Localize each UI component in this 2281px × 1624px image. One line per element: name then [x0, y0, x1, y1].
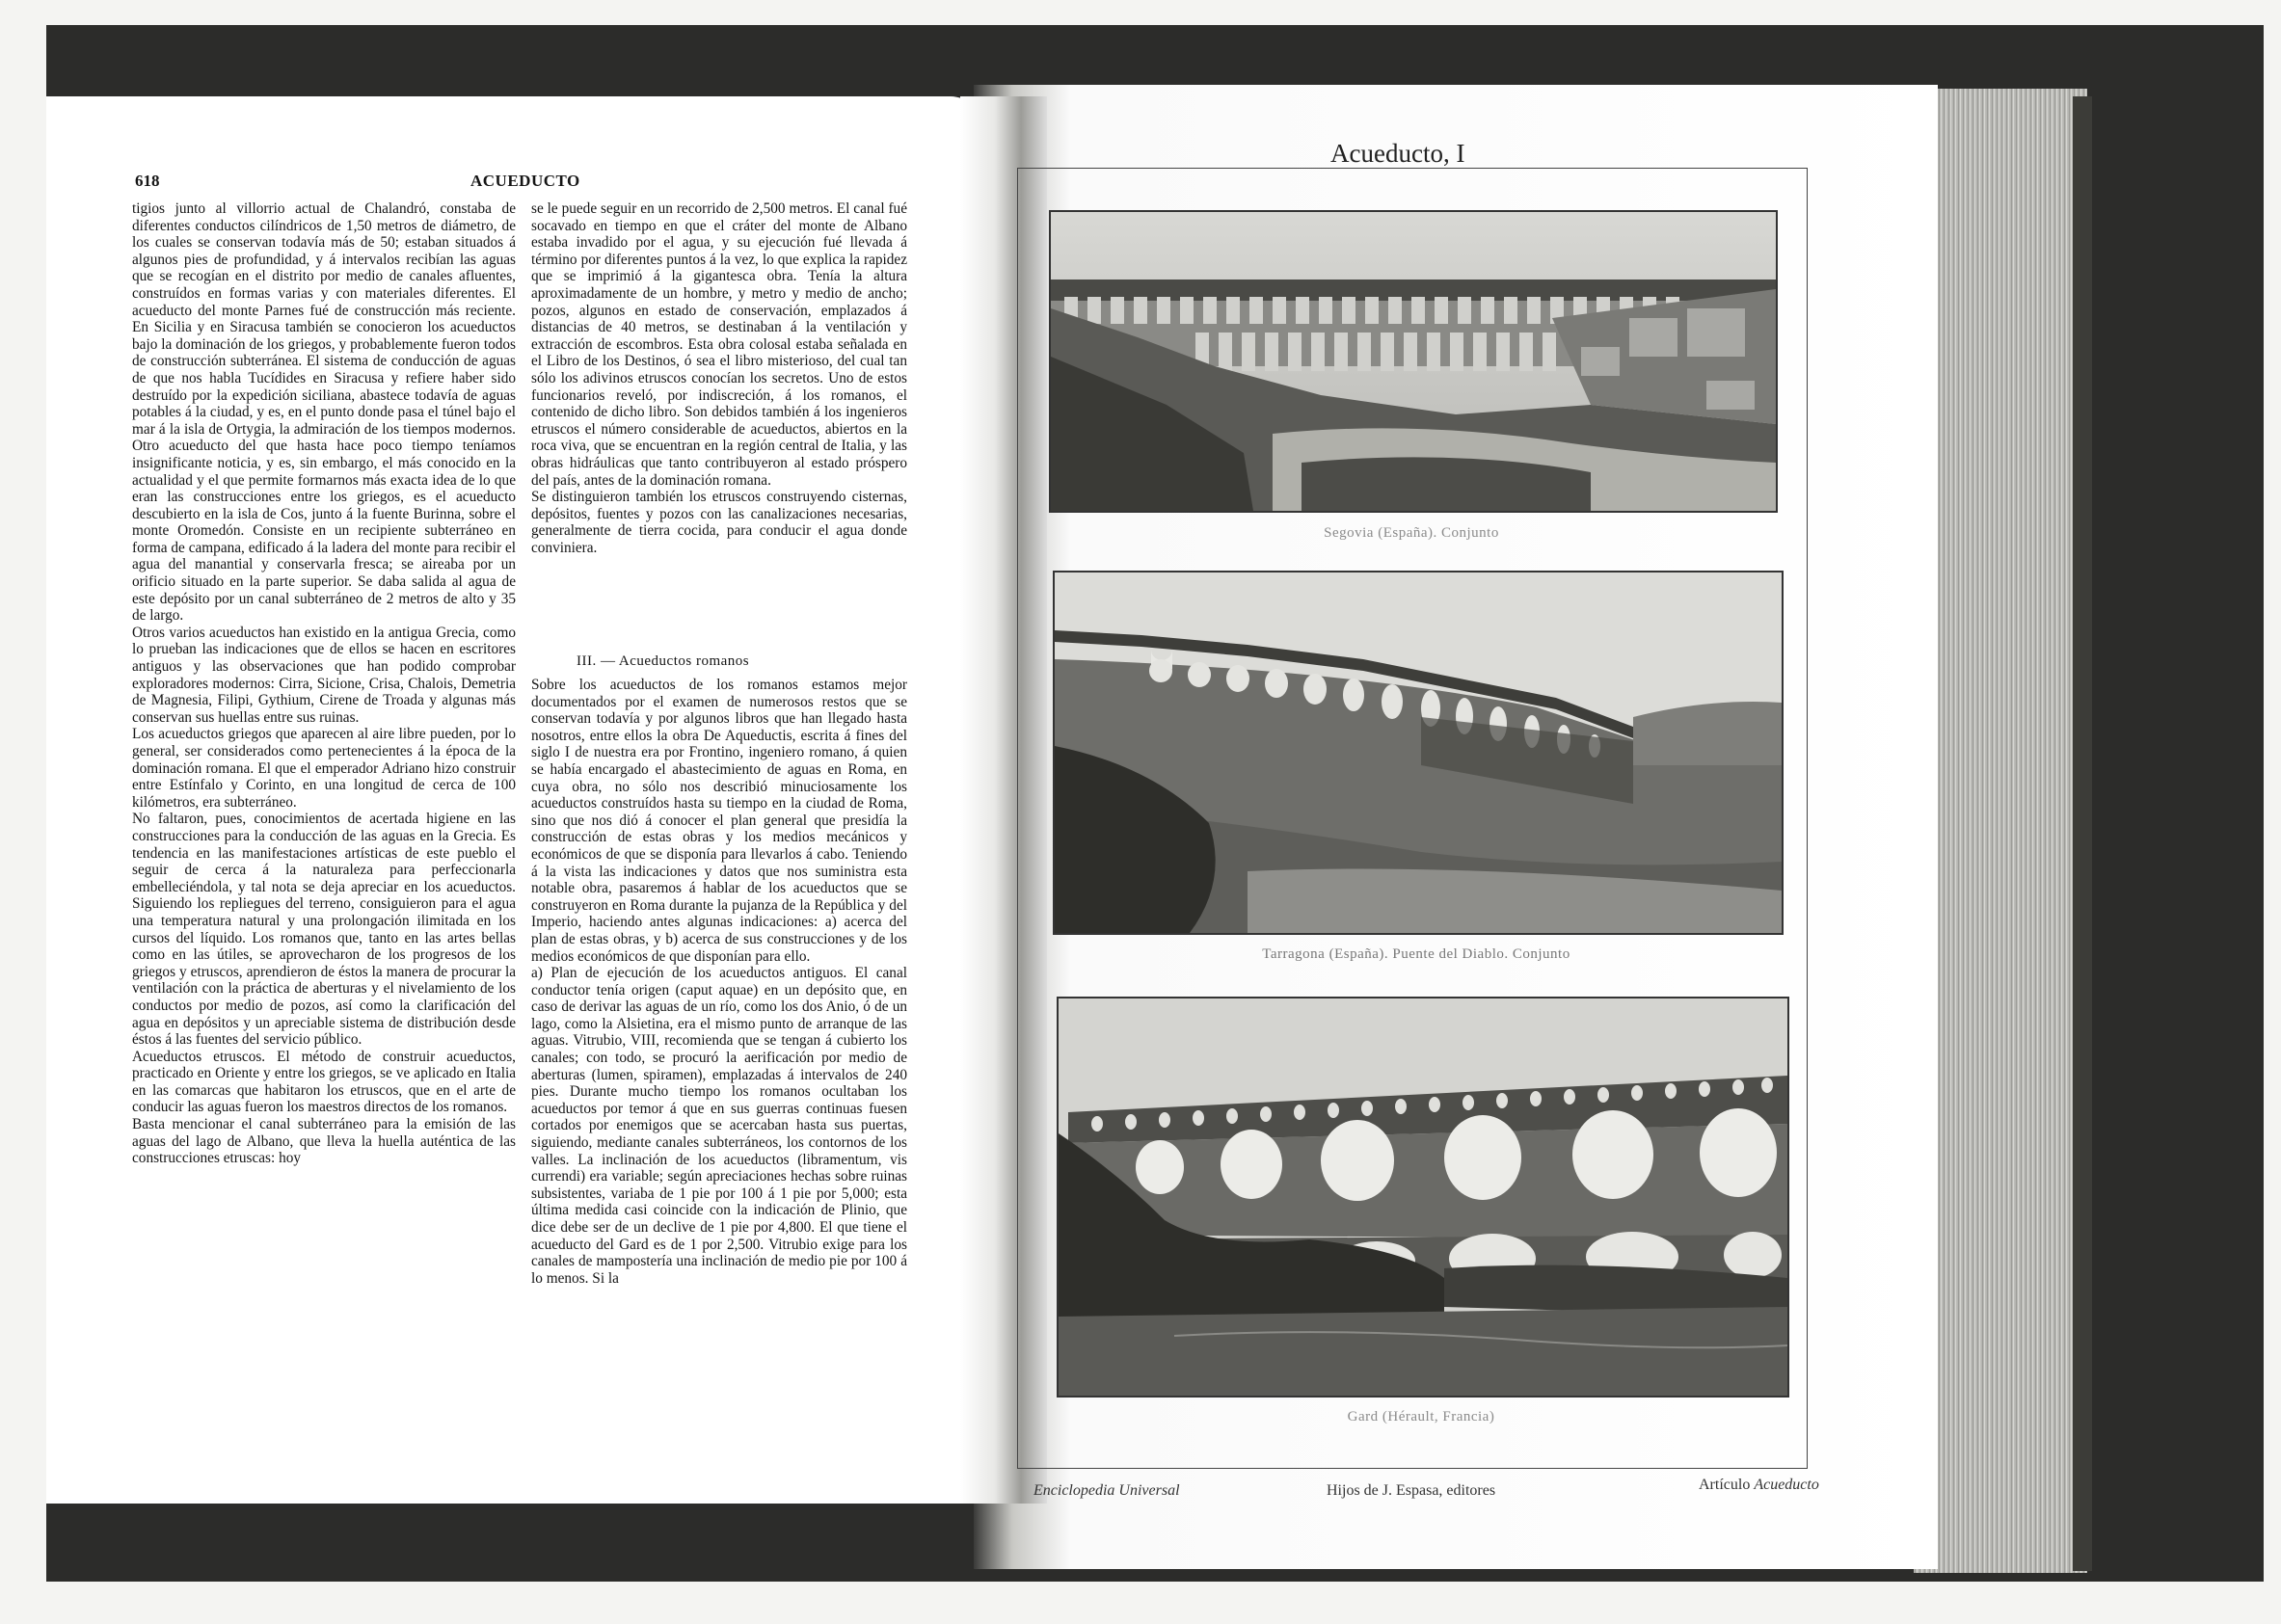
book-cover-edge	[2073, 96, 2092, 1571]
gard-image	[1059, 998, 1787, 1396]
footer-encyclopedia-text: Enciclopedia Universal	[1033, 1482, 1180, 1499]
footer-publisher: Hijos de J. Espasa, editores	[1327, 1482, 1496, 1499]
page-number: 618	[135, 172, 160, 190]
caption-tarragona: Tarragona (España). Puente del Diablo. Conjunto	[1262, 946, 1570, 962]
tarragona-image	[1055, 572, 1782, 933]
plate-tarragona	[1053, 571, 1784, 935]
caption-gard: Gard (Hérault, Francia)	[1347, 1409, 1495, 1424]
running-head: ACUEDUCTO	[470, 172, 580, 190]
text-column-2-bottom: Sobre los acueductos de los romanos estamos mejor documentados por el examen de numerosos restos que se conservan todavía y por algunos libros que han llegado hasta nosotros, entre ellos la obra De Aqueductis, escrita á fines del siglo I de nuestra era por Frontino, ingeniero romano, á quien se había encargado el abastecimiento de aguas en Roma, en cuya obra, no sólo nos describió minuciosamente los acueductos construídos hasta su tiempo en la ciudad de Roma, sino que nos dió á conocer el plan general que presidía la construcción de estas obras y los medios mecánicos y económicos de que se disponía para llevarlos á cabo. Teniendo á la vista las indicaciones y datos que nos suministra esta notable obra, pasaremos á hablar de los acueductos que se construyeron en Roma durante la pujanza de la República y del Imperio, haciendo antes algunas indicaciones: a) acerca del plan de estas obras, y b) acerca de sus construcciones y de los medios económicos de que disponían para ello. a) Plan de ejecución de los acueductos antiguos. El canal conductor tenía origen (caput aquae) en un depósito que, en caso de derivar las aguas de un río, como los dos Anio, ó de un lago, como la Alsietina, era el mismo punto de arranque de las aguas. Vitrubio, VIII, recomienda que se tengan á cubierto los canales; con todo, se procuró la aerificación por medio de aberturas (lumen, spiramen), emplazadas á intervalos de 240 pies. Durante mucho tiempo los romanos ocultaban los acueductos por temor á que en sus guerras continuas fuesen cortados por enemigos que se acercaban hasta sus puertas, siguiendo, mediante canales subterráneos, los contornos de los valles. La inclinación de los acueductos (libramentum, vis currendi) era variable; según apreciaciones hechas sobre ruinas subsistentes, variaba de 1 pie por 100 á 1 pie por 5,000; esta última medida casi coincide con la indicación de Plinio, que dice debe ser de un declive de 1 pie por 4,800. El que tiene el acueducto del Gard es de 1 por 2,500. Vitrubio exige para los canales de mampostería una inclinación de medio pie por 100 á lo menos. Si la	[531, 677, 907, 1287]
plate-gard	[1057, 997, 1789, 1398]
text-column-1: tigios junto al villorrio actual de Chalandró, constaba de diferentes conductos cilíndricos de 1,50 metros de diámetro, de los cuales se conservan todavía más de 50; estaban situados á algunos pies de profundidad, y á intervalos recibían las aguas que se recogían en el distrito por medio de canales afluentes, construídos en formas varias y con materiales diferentes. El acueducto del monte Parnes fué de construcción más reciente. En Sicilia y en Siracusa también se conocieron los acueductos bajo la dominación de los griegos, y probablemente fueron todos de construcción subterránea. El sistema de conducción de aguas de que nos habla Tucídides en Siracusa y refiere haber sido destruído por la expedición siciliana, abastece todavía de aguas potables á la ciudad, y es, en el punto donde pasa el túnel bajo el mar á la isla de Ortygia, la admiración de los tiempos modernos. Otro acueducto del que hasta hace poco tiempo teníamos insignificante noticia, y es, sin embargo, el más conocido en la actualidad y el que permite formarnos más exacta idea de lo que eran las construcciones entre los griegos, es el acueducto descubierto en la isla de Cos, junto á la fuente Burinna, sobre el monte Oromedón. Consiste en un recipiente subterráneo en forma de campana, edificado á la ladera del monte para recibir el agua del manantial y conservarla fresca; se aireaba por un orificio situado en la parte superior. Se daba salida al agua de este depósito por un canal subterráneo de 2 metros de alto y 35 de largo. Otros varios acueductos han existido en la antigua Grecia, como lo prueban las indicaciones que de ellos se hacen en escritores antiguos y las observaciones que han podido comprobar exploradores modernos: Cirra, Sicione, Crisa, Chalois, Demetria de Magnesia, Filipi, Gythium, Cirene de Troada y algunas más conservan sus huellas entre sus ruinas. Los acueductos griegos que aparecen al aire libre pueden, por lo general, ser considerados como pertenecientes á la época de la dominación romana. El que el emperador Adriano hizo construir entre Estínfalo y Corinto, en una longitud de cerca de 100 kilómetros, era subterráneo. No faltaron, pues, conocimientos de acertada higiene en las construcciones para la conducción de las aguas en la Grecia. Es tendencia en las manifestaciones artísticas de este pueblo el seguir de cerca á la naturaleza para perfeccionarla embelleciéndola, y tal nota se deja apreciar en los acueductos. Siguiendo los repliegues del terreno, consiguieron para el agua una temperatura natural y una prolongación ilimitada en los cursos del líquido. Los romanos que, tanto en las artes bellas como en las útiles, se aprovecharon de los progresos de los griegos y etruscos, aprendieron de éstos la manera de procurar la ventilación con la práctica de aberturas y el nivelamiento de los conductos por medio de pozos, así como la clarificación del agua en depósitos y un apreciable sistema de distribución desde éstos á las fuentes del servicio público. Acueductos etruscos. El método de construir acueductos, practicado en Oriente y entre los griegos, se ve aplicado en Italia en las comarcas que habitaron los etruscos, que en el arte de conducir las aguas fueron los maestros directos de los romanos. Basta mencionar el canal subterráneo para la emisión de las aguas del lago de Albano, que lleva la huella auténtica de las construcciones etruscas: hoy	[132, 200, 516, 1167]
text-column-2-top: se le puede seguir en un recorrido de 2,500 metros. El canal fué socavado en tiempo en que el cráter del monte de Albano estaba invadido por el agua, y su ejecución fué llevada á término por diferentes puntos á la vez, lo que explica la rapidez que se imprimió á la gigantesca obra. Tenía la altura aproximadamente de un hombre, y metro y medio de ancho; pozos, algunos en estado de conservación, emplazados á distancias de 40 metros, se destinaban á la ventilación y extracción de escombros. Esta obra colosal estaba señalada en el Libro de los Destinos, ó sea el libro misterioso, del cual tan sólo los adivinos etruscos conocían los secretos. Uno de estos funcionarios reveló, por indiscreción, á los romanos, el contenido de dicho libro. Son debidos también á los ingenieros etruscos el número considerable de acueductos, abiertos en la roca viva, que se encuentran en la región central de Italia, y las obras hidráulicas que tanto contribuyeron al estado próspero del país, antes de la dominación romana. Se distinguieron también los etruscos construyendo cisternas, depósitos, fuentes y pozos con las canalizaciones necesarias, generalmente de tierra cocida, para conducir el agua donde conviniera.	[531, 200, 907, 556]
plate-segovia	[1049, 210, 1778, 513]
section-heading: III. — Acueductos romanos	[577, 653, 750, 669]
footer-article	[1699, 1477, 1819, 1494]
page-edges	[1914, 89, 2087, 1573]
footer-article-word: Acueducto	[1754, 1477, 1819, 1493]
footer-article-prefix: Artículo	[1699, 1477, 1751, 1493]
footer-encyclopedia	[1033, 1482, 1180, 1500]
plate-title: Acueducto, I	[1330, 139, 1465, 168]
caption-segovia: Segovia (España). Conjunto	[1324, 525, 1499, 541]
segovia-image	[1051, 212, 1776, 511]
